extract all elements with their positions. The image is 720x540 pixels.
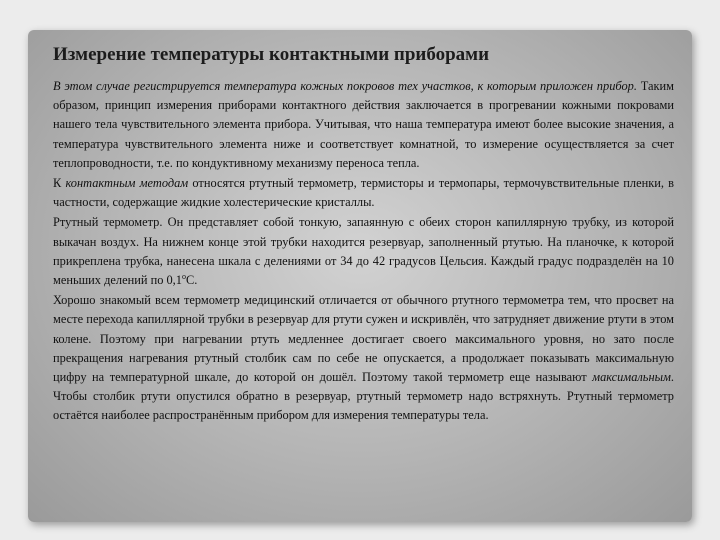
paragraph-contact-methods <box>53 174 674 212</box>
slide-title: Измерение температуры контактными приборами <box>53 44 490 65</box>
slide-body <box>53 77 674 427</box>
italic-intro: В этом случае регистрируется температура кожных покровов тех участков, к которым приложен прибор. <box>53 79 637 93</box>
paragraph-text: Хорошо знакомый всем термометр медицинский отличается от обычного ртутного термометра тем, что просвет на месте перехода капиллярной трубки в резервуар для ртути сужен и искривлён, что затрудняет движение ртути в этом колене. Поэтому при нагревании ртуть медленнее достигает своего максимального уровня, но зато после прекращения нагревания ртутный столбик сам по себе не опускается, а продолжает показывать максимальную цифру на температурной шкале, до которой он дошёл. Поэтому такой термометр еще называют <box>53 293 674 385</box>
degree-superscript: о <box>181 271 186 281</box>
paragraph-contact-intro <box>53 77 674 173</box>
paragraph-text: Ртутный термометр. Он представляет собой тонкую, запаянную с обеих сторон капиллярную трубку, из которой выкачан воздух. На нижнем конце этой трубки находится резервуар, заполненный ртутью. На планочке, к которой прикреплена трубка, нанесена шкала с делениями от 34 до 42 градусов Цельсия. Каждый градус подразделён на 10 меньших делений по 0,1 <box>53 215 674 288</box>
paragraph-text: . Чтобы столбик ртути опустился обратно в резервуар, ртутный термометр надо встряхнуть. Ртутный термометр остаётся наиболее распространённым прибором для измерения температуры тела. <box>53 370 674 423</box>
paragraph-medical-thermometer <box>53 291 674 425</box>
paragraph-lead: К <box>53 176 66 191</box>
slide <box>28 30 692 522</box>
paragraph-text: относятся ртутный термометр, термисторы и термопары, термочувствительные пленки, в частности, содержащие жидкие холестерические кристаллы. <box>53 176 674 210</box>
italic-term: максимальным <box>592 370 671 385</box>
paragraph-mercury-thermometer <box>53 213 674 290</box>
paragraph-end: С. <box>185 273 198 288</box>
paragraph-text: Таким образом, принцип измерения приборами контактного действия заключается в прогревании кожными покровами нашего тела чувствительного элемента прибора. Учитывая, что наша температура имеют более высокие значения, а температура чувствительного элемента ниже и соответствует комнатной, то измерение осуществляется за счет теплопроводности, т.е. по кондуктивному механизму переноса тепла. <box>53 79 674 170</box>
italic-term: контактным методам <box>65 176 189 191</box>
